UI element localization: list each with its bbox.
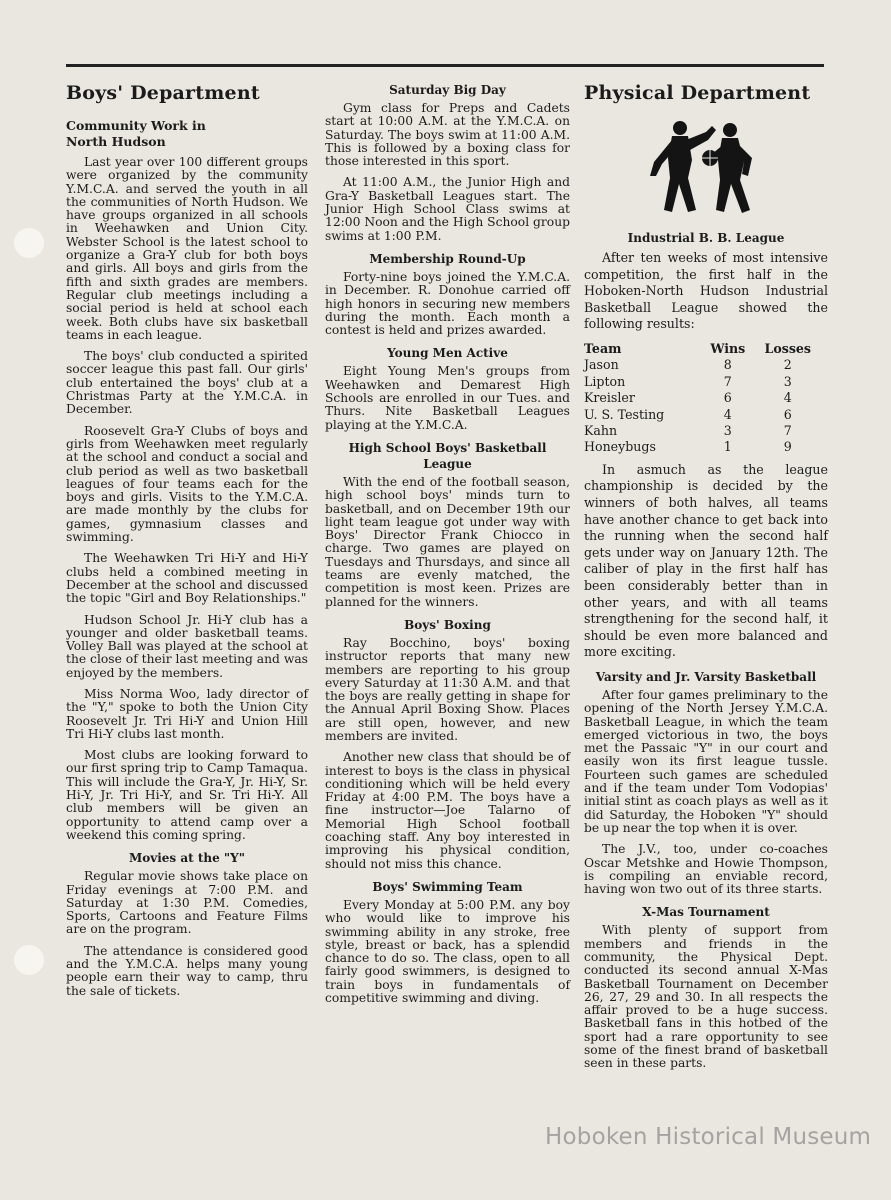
paragraph: With plenty of support from members and friends in the community, the Physical Dept. conducted its second annual X-Mas Basketball Tournament on December 26, 27, 29 and 30. In all respects the affair proved to be a huge success. Basketball fans in this hotbed of the sport had a rare opportunity to see some of the finest brand of basketball seen in these parts. (584, 923, 828, 1071)
paragraph: Hudson School Jr. Hi-Y club has a younger and older basketball teams. Volley Ball was played at the school at the close of their last meeting and was enjoyed by the members. (66, 612, 308, 680)
paragraph: Eight Young Men's groups from Weehawken and Demarest High Schools are enrolled in our Tues. and Thurs. Nite Basketball Leagues playing at the Y.M.C.A. (325, 364, 570, 432)
article-title: X-Mas Tournament (642, 905, 770, 920)
paragraph: Most clubs are looking forward to our first spring trip to Camp Tamaqua. This will include the Gra-Y, Jr. Hi-Y, Sr. Hi-Y, Jr. Tri Hi-Y, and Sr. Tri Hi-Y. All club members will be given an opportunity to attend camp over a weekend this coming spring. (66, 748, 308, 842)
paragraph: Every Monday at 5:00 P.M. any boy who would like to improve his swimming ability in any stroke, free style, breast or back, has a splendid chance to do so. The class, open to all fairly good swimmers, is designed to train boys in fundamentals of competitive swimming and diving. (325, 897, 570, 1006)
losses-cell: 4 (783, 390, 792, 406)
losses-cell: 3 (783, 373, 792, 389)
section-header: Physical Department (584, 82, 811, 104)
paragraph: Another new class that should be of interest to boys is the class in physical conditioning which will be held every Friday at 4:00 P.M. The boys have a fine instructor—Joe Talarno of Memorial High School football coaching staff. Any boy interested in improving his physical condition, should not miss this chance. (325, 750, 570, 871)
paragraph: At 11:00 A.M., the Junior High and Gra-Y Basketball Leagues start. The Junior High School Class swims at 12:00 Noon and the High School group swims at 1:00 P.M. (325, 175, 571, 243)
team-cell: Jason (584, 357, 619, 373)
paragraph: Ray Bocchino, boys' boxing instructor reports that many new members are reporting to his group every Saturday at 11:30 A.M. and that the boys are really getting in shape for the Annual April Boxing Show. Places are still open, however, and new members are invited. (325, 635, 570, 743)
article-title: Boys' Swimming Team (372, 879, 523, 894)
paragraph: The Weehawken Tri Hi-Y and Hi-Y clubs held a combined meeting in December at the school and discussed the topic "Girl and Boy Relationships." (66, 551, 308, 606)
article-title: Membership Round-Up (369, 251, 526, 266)
punch-hole (14, 228, 44, 258)
paragraph: Roosevelt Gra-Y Clubs of boys and girls from Weehawken meet regularly at the school and conduct a social and club period as well as two basketball leagues of four teams each for the boys and girls. Visits to the Y.M.C.A. are made monthly by the clubs for games, gymnasium classes and swimming. (66, 423, 308, 545)
paragraph: The attendance is considered good and the Y.M.C.A. helps many young people earn their way to camp, thru the sale of tickets. (66, 943, 308, 998)
team-cell: Honeybugs (584, 439, 656, 455)
article-title: Movies at the "Y" (128, 851, 246, 866)
paragraph: The boys' club conducted a spirited soccer league this past fall. Our girls' club entertained the boys' club at a Christmas Party at the Y.M.C.A. in December. (66, 349, 308, 417)
paragraph: The J.V., too, under co-coaches Oscar Metshke and Howie Thompson, is compiling an enviable record, having won two out of its three starts. (584, 842, 828, 897)
table-row (584, 407, 822, 423)
paragraph: After four games preliminary to the opening of the North Jersey Y.M.C.A. Basketball League, in which the team emerged victorious in two, the boys met the Passaic "Y" in our court and easily won its first league tussle. Fourteen such games are scheduled and if the team under Tom Vodopias' initial stint as coach plays as well as it did Saturday, the Hoboken "Y" should be up near the top when it is over. (584, 687, 828, 835)
wins-cell: 4 (723, 406, 732, 422)
team-cell: Kahn (584, 423, 618, 438)
paragraph: Last year over 100 different groups were organized by the community Y.M.C.A. and served the youth in all the communities of North Hudson. We have groups organized in all schools in Weehawken and Union City. Webster School is the latest school to organize a Gra-Y club for both boys and girls. All boys and girls from the fifth and sixth grades are members. Regular club meetings including a social period is held at school each week. Both clubs have six basketball teams in each league. (66, 155, 308, 342)
watermark: Hoboken Historical Museum (545, 1124, 872, 1150)
wins-cell: 7 (723, 373, 732, 389)
top-rule (66, 64, 824, 67)
team-cell: Lipton (584, 373, 626, 389)
wins-cell: 3 (723, 423, 732, 438)
section-header: Boys' Department (66, 82, 260, 104)
paragraph: Gym class for Preps and Cadets start at 10:00 A.M. at the Y.M.C.A. on Saturday. The boys swim at 11:00 A.M. This is followed by a boxing class for those interested in this sport. (325, 101, 570, 169)
wins-cell: 8 (723, 357, 732, 373)
physical-department-column (584, 76, 828, 1079)
losses-cell: 2 (783, 357, 792, 373)
paragraph: Forty-nine boys joined the Y.M.C.A. in December. R. Donohue carried off high honors in securing new members during the month. Each month a contest is held and prizes awarded. (325, 269, 570, 338)
paragraph: Miss Norma Woo, lady director of the "Y," spoke to both the Union City Roosevelt Jr. Tri Hi-Y and Union Hill Tri Hi-Y clubs last month. (66, 686, 308, 741)
article-title: Industrial B. B. League (627, 231, 785, 245)
article-title: Boys' Boxing (404, 617, 491, 632)
losses-cell: 7 (783, 423, 792, 438)
article-title: Community Work in North Hudson (66, 118, 206, 149)
column-header: Team (584, 340, 622, 356)
paragraph: With the end of the football season, high school boys' minds turn to basketball, and on December 19th our light team league got under way with Boys' Director Frank Chiocco in charge. Two games are played on Tuesdays and Thursdays, and since all teams are evenly matched, the competition is most keen. Prizes are planned for the winners. (325, 474, 570, 609)
losses-cell: 6 (783, 406, 792, 422)
team-cell: Kreisler (584, 390, 635, 406)
table-row (584, 357, 822, 373)
paragraph: In asmuch as the league championship is decided by the winners of both halves, all teams have another chance to get back into the running when the second half gets under way on January 12th. The caliber of play in the first half has been considerably better than in other years, and with all teams strengthening for the second half, it should be even more balanced and more exciting. (584, 461, 828, 660)
column-header: Losses (764, 340, 812, 356)
table-row (584, 390, 822, 406)
article-title: Saturday Big Day (389, 83, 506, 97)
basketball-players-icon (584, 118, 828, 218)
middle-column (325, 76, 570, 1013)
losses-cell: 9 (783, 439, 792, 455)
article-title: High School Boys' Basketball League (348, 440, 547, 471)
column-header: Wins (710, 340, 746, 356)
wins-cell: 6 (723, 390, 732, 406)
paragraph: After ten weeks of most intensive competition, the first half in the Hoboken-North Hudson Industrial Basketball League showed the following results: (584, 250, 828, 332)
table-row (584, 439, 822, 455)
table-row (584, 374, 822, 390)
wins-cell: 1 (723, 439, 732, 455)
league-standings-table (584, 341, 822, 456)
team-cell: U. S. Testing (584, 406, 665, 422)
boys-department-column (66, 76, 308, 1006)
paragraph: Regular movie shows take place on Friday evenings at 7:00 P.M. and Saturday at 1:30 P.M. Comedies, Sports, Cartoons and Feature Films are on the program. (66, 869, 308, 937)
punch-hole (14, 945, 44, 975)
article-title: Varsity and Jr. Varsity Basketball (595, 669, 817, 684)
table-header-row (584, 341, 822, 357)
table-row (584, 423, 822, 439)
article-title: Young Men Active (387, 346, 508, 361)
